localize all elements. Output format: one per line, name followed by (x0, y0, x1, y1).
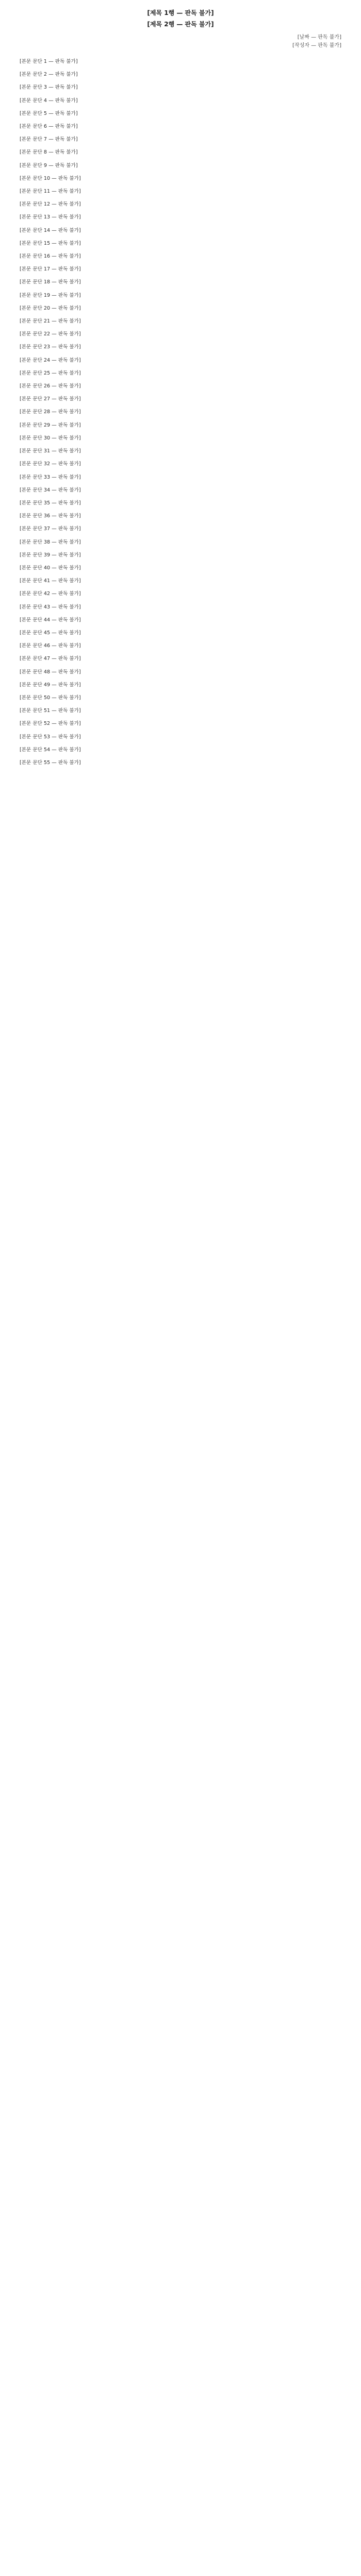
body-paragraph: [본문 문단 11 — 판독 불가] (20, 189, 81, 195)
body-paragraph: [본문 문단 35 — 판독 불가] (20, 500, 81, 506)
body-paragraph: [본문 문단 22 — 판독 불가] (20, 331, 81, 337)
body-paragraph: [본문 문단 32 — 판독 불가] (20, 461, 81, 467)
body-paragraph: [본문 문단 29 — 판독 불가] (20, 422, 81, 428)
body-paragraph: [본문 문단 27 — 판독 불가] (20, 396, 81, 402)
document-body (20, 58, 341, 767)
body-paragraph: [본문 문단 53 — 판독 불가] (20, 734, 81, 740)
body-paragraph: [본문 문단 47 — 판독 불가] (20, 656, 81, 662)
body-paragraph: [본문 문단 8 — 판독 불가] (20, 149, 78, 156)
body-paragraph: [본문 문단 48 — 판독 불가] (20, 669, 81, 675)
body-paragraph: [본문 문단 42 — 판독 불가] (20, 591, 81, 597)
body-paragraph: [본문 문단 12 — 판독 불가] (20, 201, 81, 208)
body-paragraph: [본문 문단 20 — 판독 불가] (20, 305, 81, 311)
body-paragraph: [본문 문단 25 — 판독 불가] (20, 370, 81, 376)
body-paragraph: [본문 문단 5 — 판독 불가] (20, 110, 78, 116)
body-paragraph: [본문 문단 13 — 판독 불가] (20, 214, 81, 221)
body-paragraph: [본문 문단 2 — 판독 불가] (20, 72, 78, 78)
body-paragraph: [본문 문단 1 — 판독 불가] (20, 59, 78, 64)
body-paragraph: [본문 문단 54 — 판독 불가] (20, 747, 81, 753)
body-paragraph: [본문 문단 34 — 판독 불가] (20, 487, 81, 493)
document-title: [제목 1행 — 판독 불가] (147, 9, 214, 16)
body-paragraph: [본문 문단 43 — 판독 불가] (20, 604, 81, 610)
body-paragraph: [본문 문단 24 — 판독 불가] (20, 357, 81, 363)
body-paragraph: [본문 문단 55 — 판독 불가] (20, 759, 81, 766)
document-subtitle: [제목 2행 — 판독 불가] (147, 21, 214, 28)
body-paragraph: [본문 문단 21 — 판독 불가] (20, 318, 81, 325)
body-paragraph: [본문 문단 45 — 판독 불가] (20, 630, 81, 636)
body-paragraph: [본문 문단 44 — 판독 불가] (20, 617, 81, 623)
body-paragraph: [본문 문단 3 — 판독 불가] (20, 84, 78, 91)
body-paragraph: [본문 문단 40 — 판독 불가] (20, 565, 81, 571)
body-paragraph: [본문 문단 4 — 판독 불가] (20, 97, 78, 104)
body-paragraph: [본문 문단 31 — 판독 불가] (20, 448, 81, 454)
body-paragraph: [본문 문단 9 — 판독 불가] (20, 162, 78, 168)
body-paragraph: [본문 문단 14 — 판독 불가] (20, 227, 81, 233)
body-paragraph: [본문 문단 10 — 판독 불가] (20, 175, 81, 181)
body-paragraph: [본문 문단 15 — 판독 불가] (20, 240, 81, 246)
body-paragraph: [본문 문단 46 — 판독 불가] (20, 643, 81, 649)
body-paragraph: [본문 문단 37 — 판독 불가] (20, 526, 81, 532)
body-paragraph: [본문 문단 36 — 판독 불가] (20, 513, 81, 519)
body-paragraph: [본문 문단 17 — 판독 불가] (20, 266, 81, 273)
body-paragraph: [본문 문단 19 — 판독 불가] (20, 292, 81, 298)
body-paragraph: [본문 문단 39 — 판독 불가] (20, 552, 81, 558)
body-paragraph: [본문 문단 23 — 판독 불가] (20, 344, 81, 350)
body-paragraph: [본문 문단 51 — 판독 불가] (20, 708, 81, 714)
body-paragraph: [본문 문단 33 — 판독 불가] (20, 474, 81, 480)
body-paragraph: [본문 문단 26 — 판독 불가] (20, 383, 81, 389)
body-paragraph: [본문 문단 30 — 판독 불가] (20, 435, 81, 441)
document-author: [작성자 — 판독 불가] (292, 43, 341, 48)
body-paragraph: [본문 문단 41 — 판독 불가] (20, 578, 81, 584)
body-paragraph: [본문 문단 28 — 판독 불가] (20, 409, 81, 415)
body-paragraph: [본문 문단 50 — 판독 불가] (20, 694, 81, 701)
body-paragraph: [본문 문단 52 — 판독 불가] (20, 721, 81, 727)
body-paragraph: [본문 문단 6 — 판독 불가] (20, 124, 78, 130)
body-paragraph: [본문 문단 49 — 판독 불가] (20, 682, 81, 688)
document-date: [날짜 — 판독 불가] (297, 35, 341, 40)
body-paragraph: [본문 문단 16 — 판독 불가] (20, 253, 81, 260)
body-paragraph: [본문 문단 7 — 판독 불가] (20, 137, 78, 143)
body-paragraph: [본문 문단 18 — 판독 불가] (20, 279, 81, 285)
body-paragraph: [본문 문단 38 — 판독 불가] (20, 539, 81, 545)
